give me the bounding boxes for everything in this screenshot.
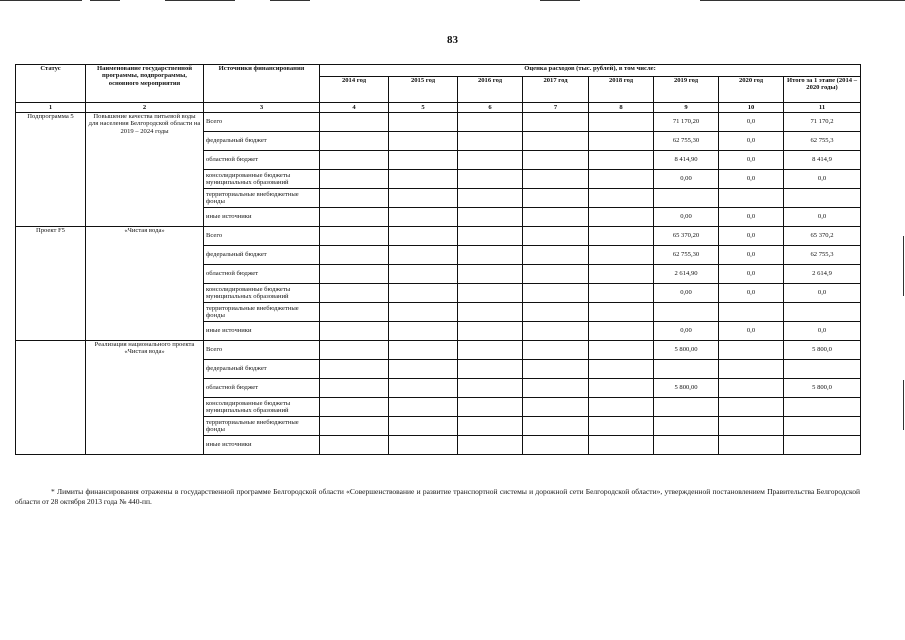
- empty-year-cell: [458, 303, 523, 322]
- empty-year-cell: [589, 284, 654, 303]
- value-total: 0,0: [784, 170, 861, 189]
- value-2020: [719, 417, 784, 436]
- empty-year-cell: [589, 265, 654, 284]
- empty-year-cell: [320, 303, 389, 322]
- value-2019: [654, 398, 719, 417]
- funding-source: консолидированные бюджеты муниципальных образований: [204, 284, 320, 303]
- column-number: 2: [86, 103, 204, 113]
- value-2020: 0,0: [719, 170, 784, 189]
- scan-edge-line: [700, 0, 905, 1]
- empty-year-cell: [589, 151, 654, 170]
- value-total: [784, 436, 861, 455]
- funding-source: консолидированные бюджеты муниципальных образований: [204, 170, 320, 189]
- empty-year-cell: [523, 303, 589, 322]
- empty-year-cell: [458, 227, 523, 246]
- row-name: Реализация национального проекта «Чистая вода»: [86, 341, 204, 455]
- value-2020: 0,0: [719, 265, 784, 284]
- empty-year-cell: [523, 322, 589, 341]
- value-2020: 0,0: [719, 113, 784, 132]
- value-2019: [654, 303, 719, 322]
- empty-year-cell: [389, 208, 458, 227]
- empty-year-cell: [389, 227, 458, 246]
- empty-year-cell: [589, 322, 654, 341]
- table-body: [16, 113, 861, 455]
- value-2020: [719, 436, 784, 455]
- empty-year-cell: [389, 265, 458, 284]
- empty-year-cell: [320, 417, 389, 436]
- empty-year-cell: [458, 360, 523, 379]
- empty-year-cell: [589, 113, 654, 132]
- empty-year-cell: [320, 208, 389, 227]
- page-number: 83: [447, 34, 458, 46]
- empty-year-cell: [458, 170, 523, 189]
- header-year: 2018 год: [589, 77, 654, 103]
- funding-source: иные источники: [204, 208, 320, 227]
- empty-year-cell: [523, 170, 589, 189]
- funding-source: областной бюджет: [204, 379, 320, 398]
- value-2019: 0,00: [654, 208, 719, 227]
- header-estimate: Оценка расходов (тыс. рублей), в том числе:: [320, 65, 861, 77]
- value-2019: [654, 436, 719, 455]
- empty-year-cell: [523, 208, 589, 227]
- empty-year-cell: [458, 265, 523, 284]
- header-year: 2014 год: [320, 77, 389, 103]
- funding-source: Всего: [204, 227, 320, 246]
- header-year: 2020 год: [719, 77, 784, 103]
- empty-year-cell: [389, 132, 458, 151]
- financing-table: [15, 64, 861, 455]
- funding-source: консолидированные бюджеты муниципальных образований: [204, 398, 320, 417]
- value-2019: 0,00: [654, 170, 719, 189]
- funding-source: областной бюджет: [204, 265, 320, 284]
- empty-year-cell: [458, 398, 523, 417]
- header-year: 2017 год: [523, 77, 589, 103]
- empty-year-cell: [458, 132, 523, 151]
- funding-source: иные источники: [204, 436, 320, 455]
- row-name: Повышение качества питьевой воды для населения Белгородской области на 2019 – 2024 годы: [86, 113, 204, 227]
- value-total: [784, 189, 861, 208]
- empty-year-cell: [320, 246, 389, 265]
- value-2019: 62 755,30: [654, 132, 719, 151]
- column-number: 1: [16, 103, 86, 113]
- value-2020: 0,0: [719, 208, 784, 227]
- empty-year-cell: [458, 322, 523, 341]
- empty-year-cell: [458, 284, 523, 303]
- empty-year-cell: [389, 417, 458, 436]
- empty-year-cell: [589, 170, 654, 189]
- empty-year-cell: [389, 360, 458, 379]
- header-year: 2016 год: [458, 77, 523, 103]
- value-total: 5 800,0: [784, 341, 861, 360]
- row-status: [16, 341, 86, 455]
- empty-year-cell: [320, 151, 389, 170]
- value-total: [784, 360, 861, 379]
- value-total: [784, 398, 861, 417]
- empty-year-cell: [523, 436, 589, 455]
- empty-year-cell: [320, 170, 389, 189]
- header-year: 2019 год: [654, 77, 719, 103]
- empty-year-cell: [458, 436, 523, 455]
- row-name: «Чистая вода»: [86, 227, 204, 341]
- value-2020: [719, 379, 784, 398]
- empty-year-cell: [523, 341, 589, 360]
- empty-year-cell: [589, 189, 654, 208]
- value-2019: 62 755,30: [654, 246, 719, 265]
- scan-edge-line: [903, 380, 904, 430]
- value-2020: [719, 189, 784, 208]
- value-2019: 65 370,20: [654, 227, 719, 246]
- value-2019: 71 170,20: [654, 113, 719, 132]
- value-2020: [719, 303, 784, 322]
- empty-year-cell: [458, 379, 523, 398]
- value-total: [784, 417, 861, 436]
- column-number: 9: [654, 103, 719, 113]
- value-2020: 0,0: [719, 246, 784, 265]
- empty-year-cell: [458, 113, 523, 132]
- funding-source: территориальные внебюджетные фонды: [204, 303, 320, 322]
- value-total: 62 755,3: [784, 246, 861, 265]
- value-2019: [654, 360, 719, 379]
- empty-year-cell: [389, 284, 458, 303]
- empty-year-cell: [589, 132, 654, 151]
- funding-source: иные источники: [204, 322, 320, 341]
- empty-year-cell: [320, 379, 389, 398]
- empty-year-cell: [523, 189, 589, 208]
- funding-source: федеральный бюджет: [204, 132, 320, 151]
- header-year: 2015 год: [389, 77, 458, 103]
- empty-year-cell: [458, 189, 523, 208]
- empty-year-cell: [389, 113, 458, 132]
- value-total: 2 614,9: [784, 265, 861, 284]
- empty-year-cell: [589, 436, 654, 455]
- empty-year-cell: [458, 417, 523, 436]
- funding-source: территориальные внебюджетные фонды: [204, 189, 320, 208]
- header-status: Статус: [16, 65, 86, 103]
- funding-source: Всего: [204, 341, 320, 360]
- row-status: Подпрограмма 5: [16, 113, 86, 227]
- empty-year-cell: [389, 341, 458, 360]
- empty-year-cell: [589, 341, 654, 360]
- header-name: Наименование государственной программы, подпрограммы, основного мероприятия: [86, 65, 204, 103]
- empty-year-cell: [589, 246, 654, 265]
- value-total: [784, 303, 861, 322]
- empty-year-cell: [523, 398, 589, 417]
- empty-year-cell: [589, 398, 654, 417]
- empty-year-cell: [389, 246, 458, 265]
- scan-edge-line: [0, 0, 82, 1]
- empty-year-cell: [458, 208, 523, 227]
- scan-edge-line: [165, 0, 235, 1]
- empty-year-cell: [320, 189, 389, 208]
- funding-source: федеральный бюджет: [204, 246, 320, 265]
- empty-year-cell: [389, 303, 458, 322]
- empty-year-cell: [589, 360, 654, 379]
- empty-year-cell: [389, 151, 458, 170]
- column-number: 5: [389, 103, 458, 113]
- row-status: Проект F5: [16, 227, 86, 341]
- column-number: 3: [204, 103, 320, 113]
- funding-source: территориальные внебюджетные фонды: [204, 417, 320, 436]
- value-2019: [654, 189, 719, 208]
- column-number: 7: [523, 103, 589, 113]
- empty-year-cell: [320, 322, 389, 341]
- empty-year-cell: [389, 322, 458, 341]
- empty-year-cell: [320, 227, 389, 246]
- empty-year-cell: [523, 360, 589, 379]
- value-total: 5 800,0: [784, 379, 861, 398]
- header-source: Источники финансирования: [204, 65, 320, 103]
- column-number: 11: [784, 103, 861, 113]
- empty-year-cell: [589, 208, 654, 227]
- header-total: Итого за 1 этапе (2014 – 2020 годы): [784, 77, 861, 103]
- value-2019: 0,00: [654, 322, 719, 341]
- empty-year-cell: [458, 246, 523, 265]
- empty-year-cell: [320, 113, 389, 132]
- value-2020: 0,0: [719, 227, 784, 246]
- value-2019: 5 800,00: [654, 379, 719, 398]
- empty-year-cell: [389, 170, 458, 189]
- scan-edge-line: [90, 0, 120, 1]
- scan-edge-line: [540, 0, 580, 1]
- empty-year-cell: [589, 379, 654, 398]
- empty-year-cell: [589, 227, 654, 246]
- funding-source: Всего: [204, 113, 320, 132]
- value-2019: 8 414,90: [654, 151, 719, 170]
- table-row: [16, 113, 861, 132]
- empty-year-cell: [589, 303, 654, 322]
- column-number: 8: [589, 103, 654, 113]
- value-2020: [719, 341, 784, 360]
- empty-year-cell: [523, 132, 589, 151]
- empty-year-cell: [320, 398, 389, 417]
- empty-year-cell: [320, 265, 389, 284]
- value-total: 62 755,3: [784, 132, 861, 151]
- value-2020: 0,0: [719, 284, 784, 303]
- value-total: 71 170,2: [784, 113, 861, 132]
- value-2019: 0,00: [654, 284, 719, 303]
- empty-year-cell: [389, 379, 458, 398]
- table-row: [16, 227, 861, 246]
- empty-year-cell: [389, 436, 458, 455]
- empty-year-cell: [320, 436, 389, 455]
- value-2020: 0,0: [719, 151, 784, 170]
- empty-year-cell: [320, 132, 389, 151]
- empty-year-cell: [589, 417, 654, 436]
- empty-year-cell: [458, 341, 523, 360]
- empty-year-cell: [523, 151, 589, 170]
- column-number: 4: [320, 103, 389, 113]
- value-total: 0,0: [784, 208, 861, 227]
- value-2020: 0,0: [719, 132, 784, 151]
- value-2020: 0,0: [719, 322, 784, 341]
- value-2019: 2 614,90: [654, 265, 719, 284]
- empty-year-cell: [458, 151, 523, 170]
- empty-year-cell: [389, 398, 458, 417]
- scan-edge-line: [270, 0, 310, 1]
- empty-year-cell: [523, 417, 589, 436]
- column-number: 6: [458, 103, 523, 113]
- scan-edge-line: [903, 236, 904, 296]
- value-total: 8 414,9: [784, 151, 861, 170]
- value-total: 65 370,2: [784, 227, 861, 246]
- value-2020: [719, 398, 784, 417]
- funding-source: федеральный бюджет: [204, 360, 320, 379]
- footnote: * Лимиты финансирования отражены в государственной программе Белгородской области «Совершенствование и развитие транспортной системы и дорожной сети Белгородской области», утвержденной постановлением Правительства Белгородской области от 28 октября 2013 года № 440-пп.: [15, 487, 860, 507]
- empty-year-cell: [320, 360, 389, 379]
- empty-year-cell: [320, 284, 389, 303]
- empty-year-cell: [523, 379, 589, 398]
- value-2019: [654, 417, 719, 436]
- value-total: 0,0: [784, 284, 861, 303]
- value-total: 0,0: [784, 322, 861, 341]
- funding-source: областной бюджет: [204, 151, 320, 170]
- column-number: 10: [719, 103, 784, 113]
- empty-year-cell: [523, 284, 589, 303]
- empty-year-cell: [523, 113, 589, 132]
- empty-year-cell: [523, 246, 589, 265]
- table-row: [16, 341, 861, 360]
- value-2019: 5 800,00: [654, 341, 719, 360]
- empty-year-cell: [389, 189, 458, 208]
- value-2020: [719, 360, 784, 379]
- empty-year-cell: [523, 227, 589, 246]
- empty-year-cell: [320, 341, 389, 360]
- empty-year-cell: [523, 265, 589, 284]
